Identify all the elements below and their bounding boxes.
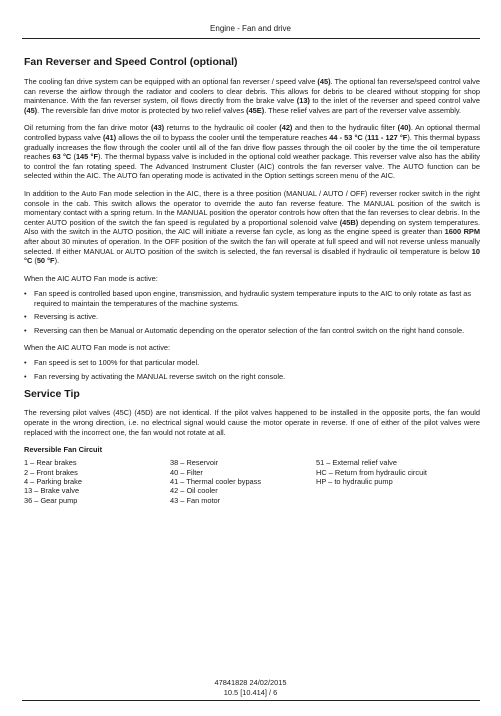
legend-item: 13 – Brake valve	[24, 486, 80, 496]
active-intro: When the AIC AUTO Fan mode is active:	[24, 273, 158, 283]
footer-page-ref: 10.5 [10.414] / 6	[223, 688, 278, 697]
paragraph-oil-return: Oil returning from the fan drive motor (43) returns to the hydraulic oil cooler (42) and then to the hydraulic filter (40). An optional thermal controlled bypass valve (41) allows the oil to bypass the cooler until the temperature reaches 44 - 53 °C (111 - 127 °F). This thermal bypass gradually increases the flow through the cooler until all of the fan drive flow passes through the oil cooler by the time the oil temperature reaches 63 °C (145 °F). The thermal bypass valve is included in the optional cold weather package. This reverser valve also has the ability to control the fan rotating speed. The Advanced Instrument Cluster (AIC) controls the fan reverser valve. The AUTO function can be selected within the AIC. The AUTO fan operating mode is activated in the Option settings screen menu of the AIC.	[24, 123, 480, 181]
legend-item: 1 – Rear brakes	[24, 458, 77, 468]
legend	[24, 458, 480, 505]
list-item: • Reversing is active.	[24, 312, 99, 322]
paragraph-intro: The cooling fan drive system can be equipped with an optional fan reverser / speed valve (45). The optional fan reverse/speed control valve can reverse the airflow through the radiator and coolers to clear debris. This allows for debris to be cleared without stopping for shop maintenance. With the fan reverser system, oil flows directly from the brake valve (13) to the inlet of the reverser and speed control valve (45). The reversible fan drive motor is protected by two relief valves (45E). These relief valves are part of the reverser valve assembly.	[24, 77, 480, 115]
service-tip-paragraph: The reversing pilot valves (45C) (45D) are not identical. If the pilot valves happened to be installed in the opposite ports, the fan would operate in the wrong direction, i.e. no electrical signal would cause the motor operate in reverse. If one of either of the pilot valves were replaced with the incorrect one, the fan would not rotate at all.	[24, 408, 480, 437]
page-header: Engine - Fan and drive	[210, 24, 291, 33]
legend-item: 41 – Thermal cooler bypass	[170, 477, 262, 487]
legend-column	[24, 458, 170, 505]
legend-item: HC – Return from hydraulic circuit	[316, 467, 427, 477]
footer-doc-id: 47841828 24/02/2015	[214, 678, 287, 687]
legend-column	[170, 458, 316, 505]
legend-column	[316, 458, 476, 505]
legend-item: 43 – Fan motor	[170, 495, 221, 505]
legend-item: 51 – External relief valve	[316, 458, 397, 468]
list-item: • Fan speed is set to 100% for that particular model.	[24, 358, 200, 368]
inactive-bullet-list	[24, 358, 480, 381]
list-item: • Fan speed is controlled based upon engine, transmission, and hydraulic system temperature inputs to the AIC to only rotate as fast as required to maintain the temperatures of the machine systems.	[24, 289, 472, 308]
paragraph-rocker-switch: In addition to the Auto Fan mode selection in the AIC, there is a three position (MANUAL / AUTO / OFF) reverser rocker switch in the right console in the cab. This switch allows the operator to override the auto fan reverse feature. The MANUAL position of the switch is momentary contact with a spring return. In the MANUAL position the operator controls how often that the fan reverses to clear debris. In the center AUTO position of the switch the fan speed is regulated by a proportional solenoid valve (45B) depending on system temperatures. Also with the switch in the AUTO position, the AIC will initiate a reverse fan cycle, as long as the engine speed is greater than 1600 RPM after about 30 minutes of operation. In the OFF position of the switch the fan will operate at full speed and will not reverse unless manually selected. If either MANUAL or AUTO position of the switch is selected, the fan reversal is disabled if hydraulic oil temperature is below 10 °C (50 °F).	[24, 188, 481, 266]
legend-item: 2 – Front brakes	[24, 467, 78, 477]
legend-item: 42 – Oil cooler	[170, 486, 218, 496]
footer-rule	[22, 700, 480, 701]
legend-title: Reversible Fan Circuit	[24, 445, 103, 455]
legend-item: 36 – Gear pump	[24, 495, 78, 505]
legend-item: HP – to hydraulic pump	[316, 477, 393, 487]
section-title: Fan Reverser and Speed Control (optional)	[24, 56, 238, 68]
inactive-intro: When the AIC AUTO Fan mode is not active:	[24, 342, 171, 352]
service-tip-title: Service Tip	[24, 388, 80, 401]
active-bullet-list	[24, 289, 480, 335]
legend-item: 38 – Reservoir	[170, 458, 219, 468]
legend-item: 40 – Filter	[170, 467, 203, 477]
header-rule	[22, 38, 480, 39]
page-content	[24, 56, 480, 505]
legend-item: 4 – Parking brake	[24, 477, 82, 487]
list-item: • Fan reversing by activating the MANUAL reverse switch on the right console.	[24, 371, 286, 381]
list-item: • Reversing can then be Manual or Automatic depending on the operator selection of the fan control switch on the right hand console.	[24, 326, 465, 336]
